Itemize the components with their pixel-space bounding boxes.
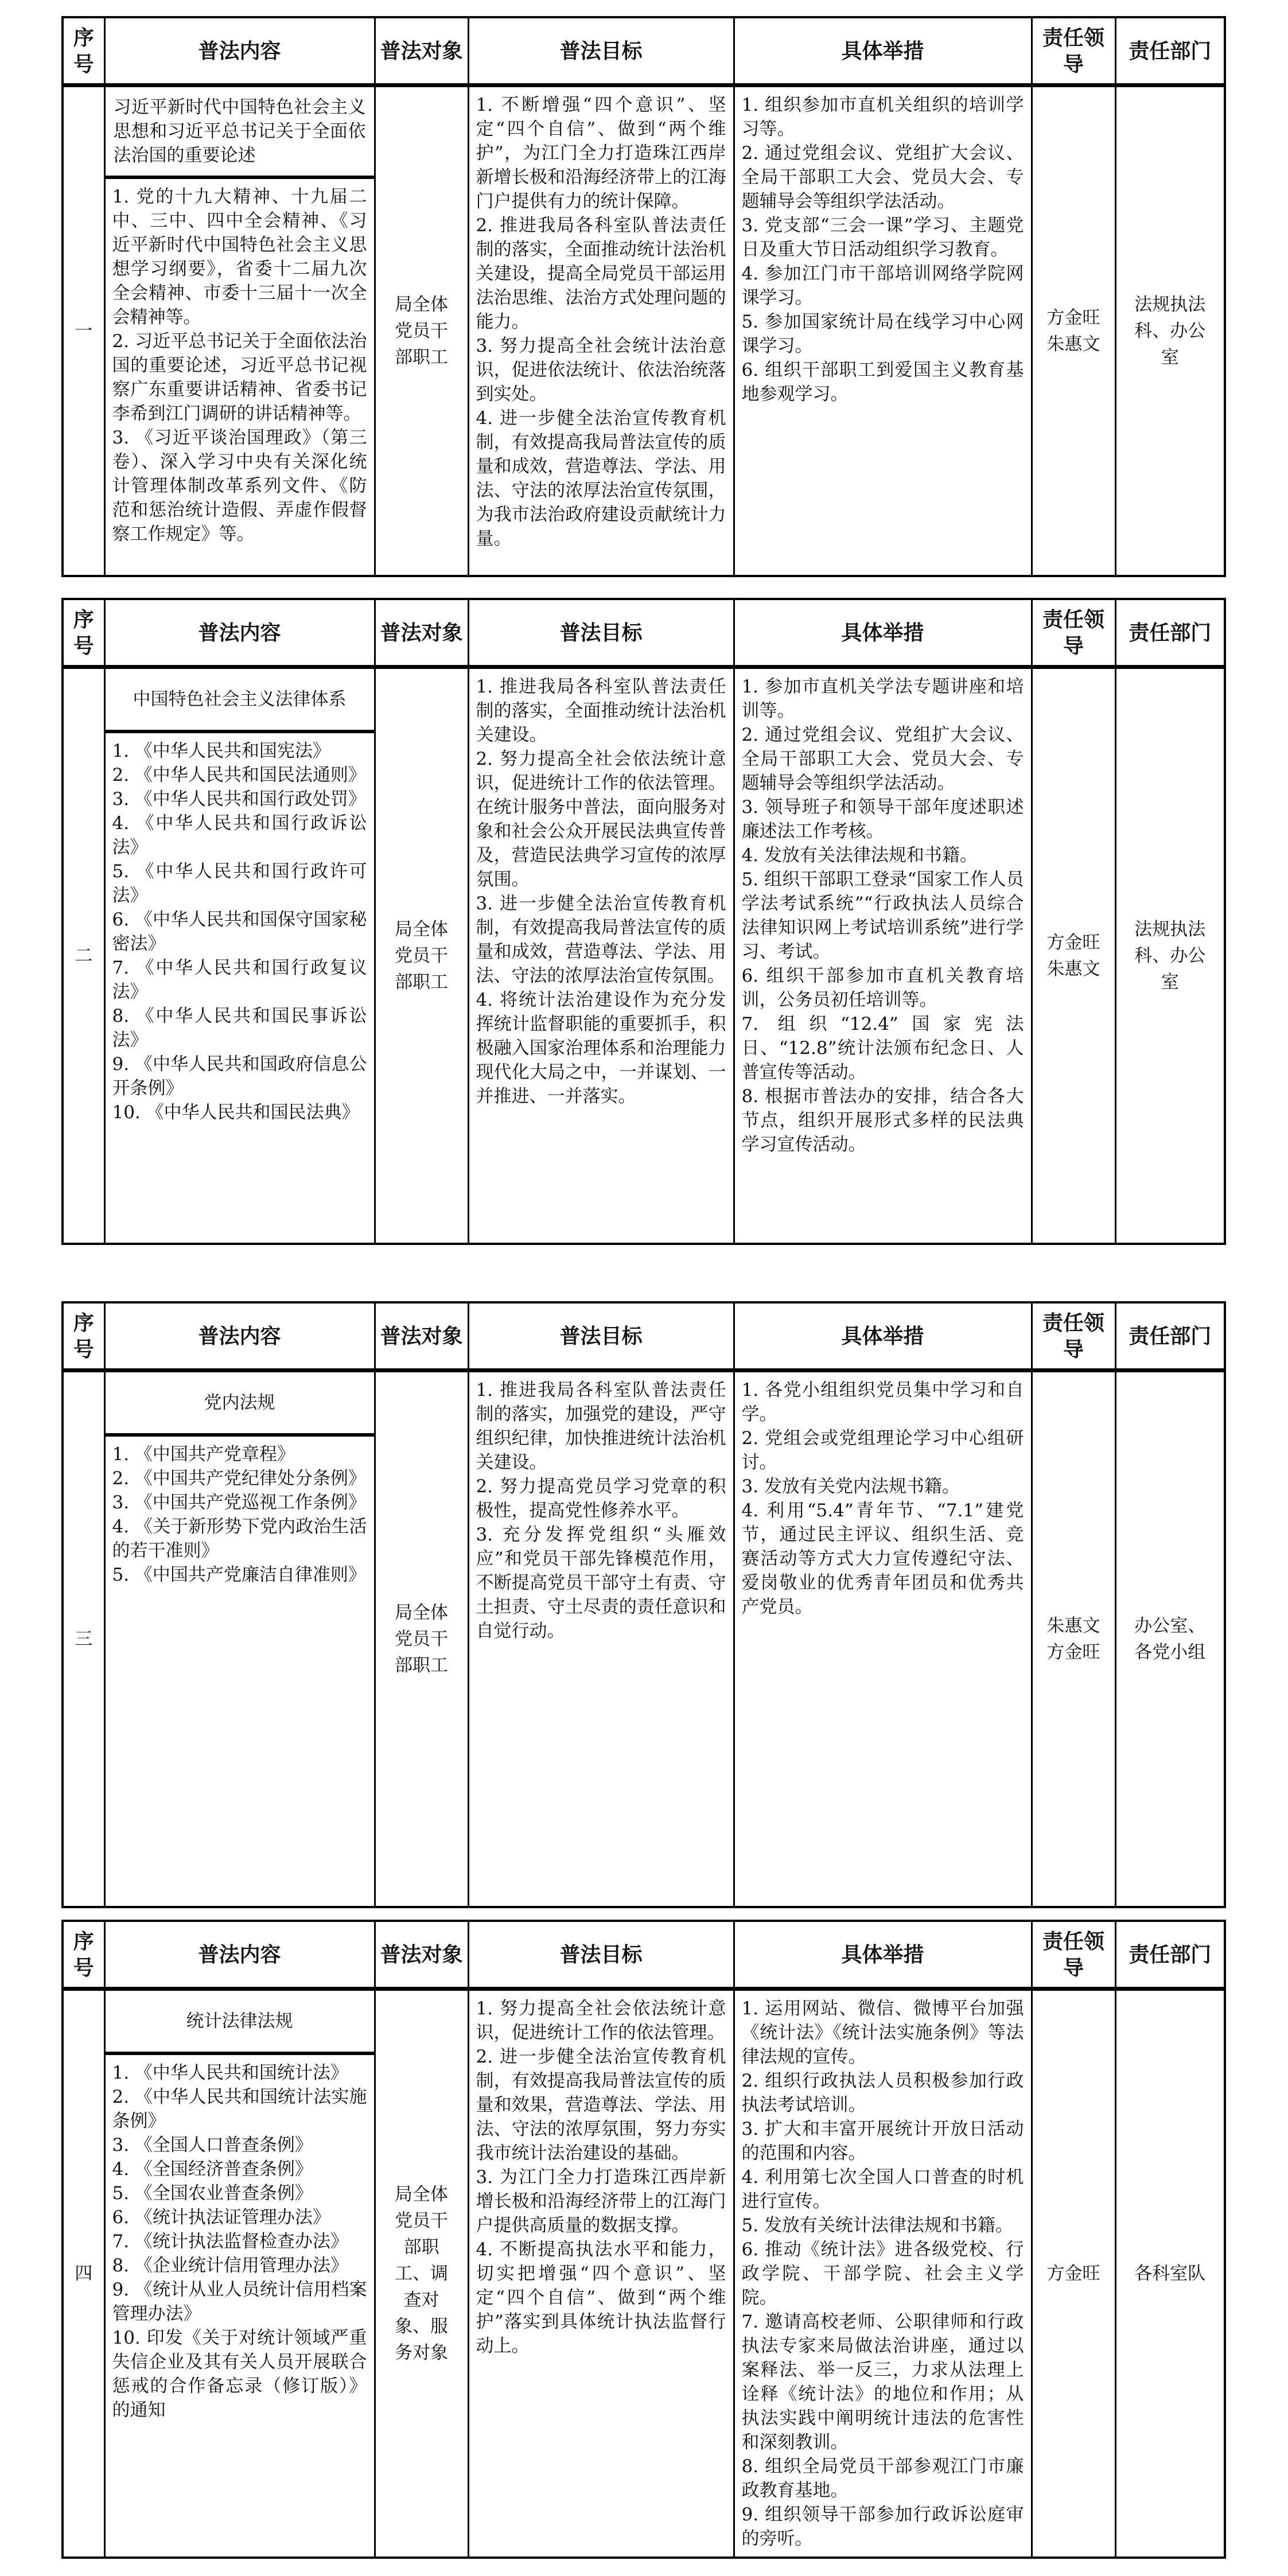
header-department: 责任部门: [1115, 17, 1225, 85]
list-item: 5. 《中华人民共和国行政许可法》: [112, 861, 367, 906]
header-target: 普法对象: [375, 1921, 468, 1989]
measure-cell: [734, 85, 1032, 577]
content-title: 党内法规: [106, 1372, 374, 1437]
measure-cell: [734, 1989, 1032, 2558]
target-cell: 局全体党员干部职工: [375, 85, 468, 577]
list-item: 3. 党支部“三会一课”学习、主题党日及重大节日活动组织学习教育。: [741, 215, 1024, 260]
list-item: 3. 努力提高全社会统计法治意识，促进依法统计、依法治统落到实处。: [476, 336, 726, 404]
list-item: 5. 《中国共产党廉洁自律准则》: [112, 1565, 366, 1585]
list-item: 4. 参加江门市干部培训网络学院网课学习。: [741, 263, 1024, 308]
header-goal: 普法目标: [468, 17, 734, 85]
goal-cell: [468, 667, 734, 1244]
list-item: 2. 通过党组会议、党组扩大会议、全局干部职工大会、党员大会、专题辅导会等组织学法活动。: [741, 143, 1024, 212]
list-item: 8. 《中华人民共和国民事诉讼法》: [112, 1006, 367, 1050]
list-item: 4. 发放有关法律法规和书籍。: [741, 845, 978, 866]
content-list: [106, 179, 374, 552]
list-item: 4. 利用“5.4”青年节、“7.1”建党节，通过民主评议、组织生活、竞赛活动等方式大力宣传遵纪守法、爱岗敬业的优秀青年团员和优秀共产党员。: [741, 1500, 1024, 1617]
table-row: [63, 1371, 1225, 1908]
goal-cell: [468, 1989, 734, 2558]
list-item: 4. 《全国经济普查条例》: [112, 2159, 313, 2180]
list-item: 3. 《习近平谈治国理政》（第三卷）、深入学习中央有关深化统计管理体制改革系列文件、《防范和惩治统计造假、弄虚作假督察工作规定》等。: [112, 427, 367, 544]
header-measure: 具体举措: [734, 1921, 1032, 1989]
list-item: 1. 参加市直机关学法专题讲座和培训等。: [741, 676, 1024, 721]
plan-table-1: [61, 16, 1226, 577]
measures-list: [735, 669, 1031, 1162]
list-item: 1. 各党小组组织党员集中学习和自学。: [741, 1380, 1024, 1425]
list-item: 方金旺: [1046, 2263, 1100, 2284]
list-item: 2. 努力提高党员学习党章的积极性，提高党性修养水平。: [476, 1476, 726, 1521]
goals-list: [469, 87, 733, 557]
header-row: [63, 17, 1225, 85]
header-department: 责任部门: [1115, 1302, 1225, 1371]
list-item: 朱惠文: [1046, 1616, 1100, 1636]
table-gap: [0, 1245, 1288, 1301]
department-cell: 法规执法科、办公室: [1115, 85, 1225, 577]
content-cell: [104, 667, 375, 1244]
seq-cell: 一: [63, 85, 104, 577]
list-item: 10. 《中华人民共和国民法典》: [112, 1102, 360, 1123]
header-leader: 责任领导: [1032, 17, 1115, 85]
list-item: 8. 《企业统计信用管理办法》: [112, 2255, 348, 2276]
header-seq: 序号: [63, 17, 104, 85]
list-item: 1. 《中国共产党章程》: [112, 1444, 295, 1465]
seq-cell: 二: [63, 667, 104, 1244]
list-item: 5. 组织干部职工登录“国家工作人员学法考试系统”“行政执法人员综合法律知识网上考试培训系统”进行学习、考试。: [741, 869, 1024, 962]
header-leader: 责任领导: [1032, 1302, 1115, 1371]
measure-cell: [734, 667, 1032, 1244]
content-list: [106, 1437, 374, 1593]
header-content: 普法内容: [104, 599, 375, 667]
header-measure: 具体举措: [734, 599, 1032, 667]
content-cell: [104, 1371, 375, 1908]
goals-list: [469, 1372, 733, 1649]
list-item: 6. 《统计执法证管理办法》: [112, 2207, 330, 2228]
header-department: 责任部门: [1115, 599, 1225, 667]
list-item: 1. 推进我局各科室队普法责任制的落实，全面推动统计法治机关建设。: [476, 676, 726, 745]
list-item: 6. 《中华人民共和国保守国家秘密法》: [112, 909, 367, 954]
list-item: 5. 《全国农业普查条例》: [112, 2183, 313, 2204]
seq-cell: 三: [63, 1371, 104, 1908]
header-content: 普法内容: [104, 17, 375, 85]
list-item: 2. 组织行政执法人员积极参加行政执法考试培训。: [741, 2071, 1024, 2115]
list-item: 8. 根据市普法办的安排，结合各大节点，组织开展形式多样的民法典学习宣传活动。: [741, 1086, 1024, 1155]
header-seq: 序号: [63, 1921, 104, 1989]
measures-list: [735, 1991, 1031, 2556]
header-target: 普法对象: [375, 599, 468, 667]
department-cell: 各科室队: [1115, 1989, 1225, 2558]
list-item: 3. 发放有关党内法规书籍。: [741, 1476, 960, 1497]
list-item: 1. 努力提高全社会依法统计意识，促进统计工作的依法管理。: [476, 1998, 726, 2043]
leader-cell: [1032, 1371, 1115, 1908]
list-item: 5. 发放有关统计法律法规和书籍。: [741, 2215, 1013, 2236]
header-leader: 责任领导: [1032, 1921, 1115, 1989]
list-item: 3. 进一步健全法治宣传教育机制，有效提高我局普法宣传的质量和成效，营造尊法、学法、用法、守法的浓厚法治宣传氛围。: [476, 893, 726, 986]
list-item: 2. 努力提高全社会依法统计意识，促进统计工作的依法管理。在统计服务中普法，面向服务对象和社会公众开展民法典宣传普及，营造民法典学习宣传的浓厚氛围。: [476, 749, 726, 890]
list-item: 2. 推进我局各科室队普法责任制的落实，全面推动统计法治机关建设，提高全局党员干部运用法治思维、法治方式处理问题的能力。: [476, 215, 726, 332]
list-item: 2. 党组会或党组理论学习中心组研讨。: [741, 1428, 1024, 1473]
content-list: [106, 2055, 374, 2428]
department-cell: 办公室、各党小组: [1115, 1371, 1225, 1908]
plan-table-3: [61, 1301, 1226, 1908]
content-cell: [104, 85, 375, 577]
list-item: 3. 《中国共产党巡视工作条例》: [112, 1492, 366, 1513]
goals-list: [469, 1991, 733, 2364]
header-goal: 普法目标: [468, 1302, 734, 1371]
header-row: [63, 599, 1225, 667]
table-gap: [0, 577, 1288, 598]
list-item: 9. 《统计从业人员统计信用档案管理办法》: [112, 2279, 367, 2324]
plan-table-4: [61, 1920, 1226, 2559]
list-item: 1. 运用网站、微信、微博平台加强《统计法》《统计法实施条例》等法律法规的宣传。: [741, 1998, 1024, 2067]
list-item: 方金旺: [1046, 1642, 1100, 1663]
department-cell: 法规执法科、办公室: [1115, 667, 1225, 1244]
header-measure: 具体举措: [734, 17, 1032, 85]
table-row: [63, 667, 1225, 1244]
list-item: 4. 将统计法治建设作为充分发挥统计监督职能的重要抓手，积极融入国家治理体系和治理能力现代化大局之中，一并谋划、一并推进、一并落实。: [476, 990, 726, 1107]
goal-cell: [468, 85, 734, 577]
list-item: 1. 推进我局各科室队普法责任制的落实，加强党的建设，严守组织纪律，加快推进统计法治机关建设。: [476, 1380, 726, 1473]
seq-cell: 四: [63, 1989, 104, 2558]
list-item: 6. 组织干部参加市直机关教育培训，公务员初任培训等。: [741, 966, 1024, 1010]
list-item: 朱惠文: [1046, 334, 1100, 355]
header-content: 普法内容: [104, 1302, 375, 1371]
content-title: 统计法律法规: [106, 1991, 374, 2055]
list-item: 3. 充分发挥党组织“头雁效应”和党员干部先锋模范作用，不断提高党员干部守土有责、守土担责、守土尽责的责任意识和自觉行动。: [476, 1524, 726, 1641]
content-list: [106, 733, 374, 1130]
header-measure: 具体举措: [734, 1302, 1032, 1371]
list-item: 4. 利用第七次全国人口普查的时机进行宣传。: [741, 2167, 1024, 2212]
list-item: 6. 组织干部职工到爱国主义教育基地参观学习。: [741, 360, 1024, 404]
target-cell: 局全体党员干部职工: [375, 1371, 468, 1908]
list-item: 1. 不断增强“四个意识”、坚定“四个自信”、做到“两个维护”，为江门全力打造珠江西岸新增长极和沿海经济带上的江海门户提供有力的统计保障。: [476, 95, 726, 212]
goal-cell: [468, 1371, 734, 1908]
list-item: 7. 邀请高校老师、公职律师和行政执法专家来局做法治讲座，通过以案释法、举一反三，力求从法理上诠释《统计法》的地位和作用；从执法实践中阐明统计违法的危害性和深刻教训。: [741, 2312, 1024, 2453]
list-item: 4. 《关于新形势下党内政治生活的若干准则》: [112, 1516, 367, 1561]
table-row: [63, 1989, 1225, 2558]
list-item: 5. 参加国家统计局在线学习中心网课学习。: [741, 312, 1024, 356]
header-goal: 普法目标: [468, 1921, 734, 1989]
leader-cell: [1032, 1989, 1115, 2558]
target-cell: 局全体党员干部职工、调查对象、服务对象: [375, 1989, 468, 2558]
list-item: 4. 进一步健全法治宣传教育机制，有效提高我局普法宣传的质量和成效，营造尊法、学法、用法、守法的浓厚法治宣传氛围，为我市法治政府建设贡献统计力量。: [476, 408, 726, 549]
list-item: 8. 组织全局党员干部参观江门市廉政教育基地。: [741, 2456, 1024, 2501]
header-row: [63, 1921, 1225, 1989]
list-item: 1. 组织参加市直机关组织的培训学习等。: [741, 95, 1024, 139]
header-seq: 序号: [63, 1302, 104, 1371]
list-item: 2. 《中华人民共和国民法通则》: [112, 765, 366, 785]
list-item: 7. 组织“12.4”国家宪法日、“12.8”统计法颁布纪念日、人普宣传等活动。: [741, 1014, 1024, 1083]
list-item: 2. 习近平总书记关于全面依法治国的重要论述，习近平总书记视察广东重要讲话精神、省委书记李希到江门调研的讲话精神等。: [112, 331, 367, 424]
list-item: 2. 通过党组会议、党组扩大会议、全局干部职工大会、党员大会、专题辅导会等组织学法活动。: [741, 725, 1024, 793]
list-item: 3. 《中华人民共和国行政处罚》: [112, 789, 366, 810]
list-item: 2. 《中华人民共和国统计法实施条例》: [112, 2087, 367, 2131]
list-item: 1. 《中华人民共和国统计法》: [112, 2063, 348, 2083]
content-title: 中国特色社会主义法律体系: [106, 669, 374, 733]
table-gap: [0, 1908, 1288, 1920]
plan-table-2: [61, 598, 1226, 1245]
list-item: 2. 进一步健全法治宣传教育机制，有效提高我局普法宣传的质量和效果，营造尊法、学法、用法、守法的浓厚氛围，努力夯实我市统计法治建设的基础。: [476, 2046, 726, 2163]
table-row: [63, 85, 1225, 577]
content-title: 习近平新时代中国特色社会主义思想和习近平总书记关于全面依法治国的重要论述: [106, 87, 374, 179]
measure-cell: [734, 1371, 1032, 1908]
goals-list: [469, 669, 733, 1114]
list-item: 3. 《全国人口普查条例》: [112, 2135, 313, 2155]
measures-list: [735, 87, 1031, 412]
header-row: [63, 1302, 1225, 1371]
list-item: 3. 为江门全力打造珠江西岸新增长极和沿海经济带上的江海门户提供高质量的数据支撑。: [476, 2167, 726, 2236]
header-target: 普法对象: [375, 17, 468, 85]
leader-cell: [1032, 667, 1115, 1244]
list-item: 1. 党的十九大精神、十九届二中、三中、四中全会精神、《习近平新时代中国特色社会主义思想学习纲要》，省委十二届九次全会精神、市委十三届十一次全会精神等。: [112, 186, 367, 328]
header-content: 普法内容: [104, 1921, 375, 1989]
list-item: 3. 扩大和丰富开展统计开放日活动的范围和内容。: [741, 2119, 1024, 2163]
list-item: 4. 《中华人民共和国行政诉讼法》: [112, 813, 367, 858]
list-item: 9. 组织领导干部参加行政诉讼庭审的旁听。: [741, 2504, 1024, 2549]
content-cell: [104, 1989, 375, 2558]
measures-list: [735, 1372, 1031, 1625]
header-department: 责任部门: [1115, 1921, 1225, 1989]
header-seq: 序号: [63, 599, 104, 667]
target-cell: 局全体党员干部职工: [375, 667, 468, 1244]
list-item: 6. 推动《统计法》进各级党校、行政学院、干部学院、社会主义学院。: [741, 2239, 1024, 2308]
list-item: 7. 《统计执法监督检查办法》: [112, 2231, 348, 2252]
list-item: 4. 不断提高执法水平和能力，切实把增强“四个意识”、坚定“四个自信”、做到“两个维护”落实到具体统计执法监督行动上。: [476, 2239, 726, 2356]
list-item: 朱惠文: [1046, 959, 1100, 979]
header-leader: 责任领导: [1032, 599, 1115, 667]
list-item: 2. 《中国共产党纪律处分条例》: [112, 1468, 366, 1489]
list-item: 10. 印发《关于对统计领域严重失信企业及其有关人员开展联合惩戒的合作备忘录（修订版）》的通知: [112, 2328, 367, 2421]
header-goal: 普法目标: [468, 599, 734, 667]
list-item: 7. 《中华人民共和国行政复议法》: [112, 958, 367, 1002]
list-item: 方金旺: [1046, 308, 1100, 328]
list-item: 9. 《中华人民共和国政府信息公开条例》: [112, 1054, 367, 1099]
leader-cell: [1032, 85, 1115, 577]
header-target: 普法对象: [375, 1302, 468, 1371]
list-item: 3. 领导班子和领导干部年度述职述廉述法工作考核。: [741, 797, 1024, 842]
list-item: 方金旺: [1046, 932, 1100, 953]
list-item: 1. 《中华人民共和国宪法》: [112, 741, 330, 761]
